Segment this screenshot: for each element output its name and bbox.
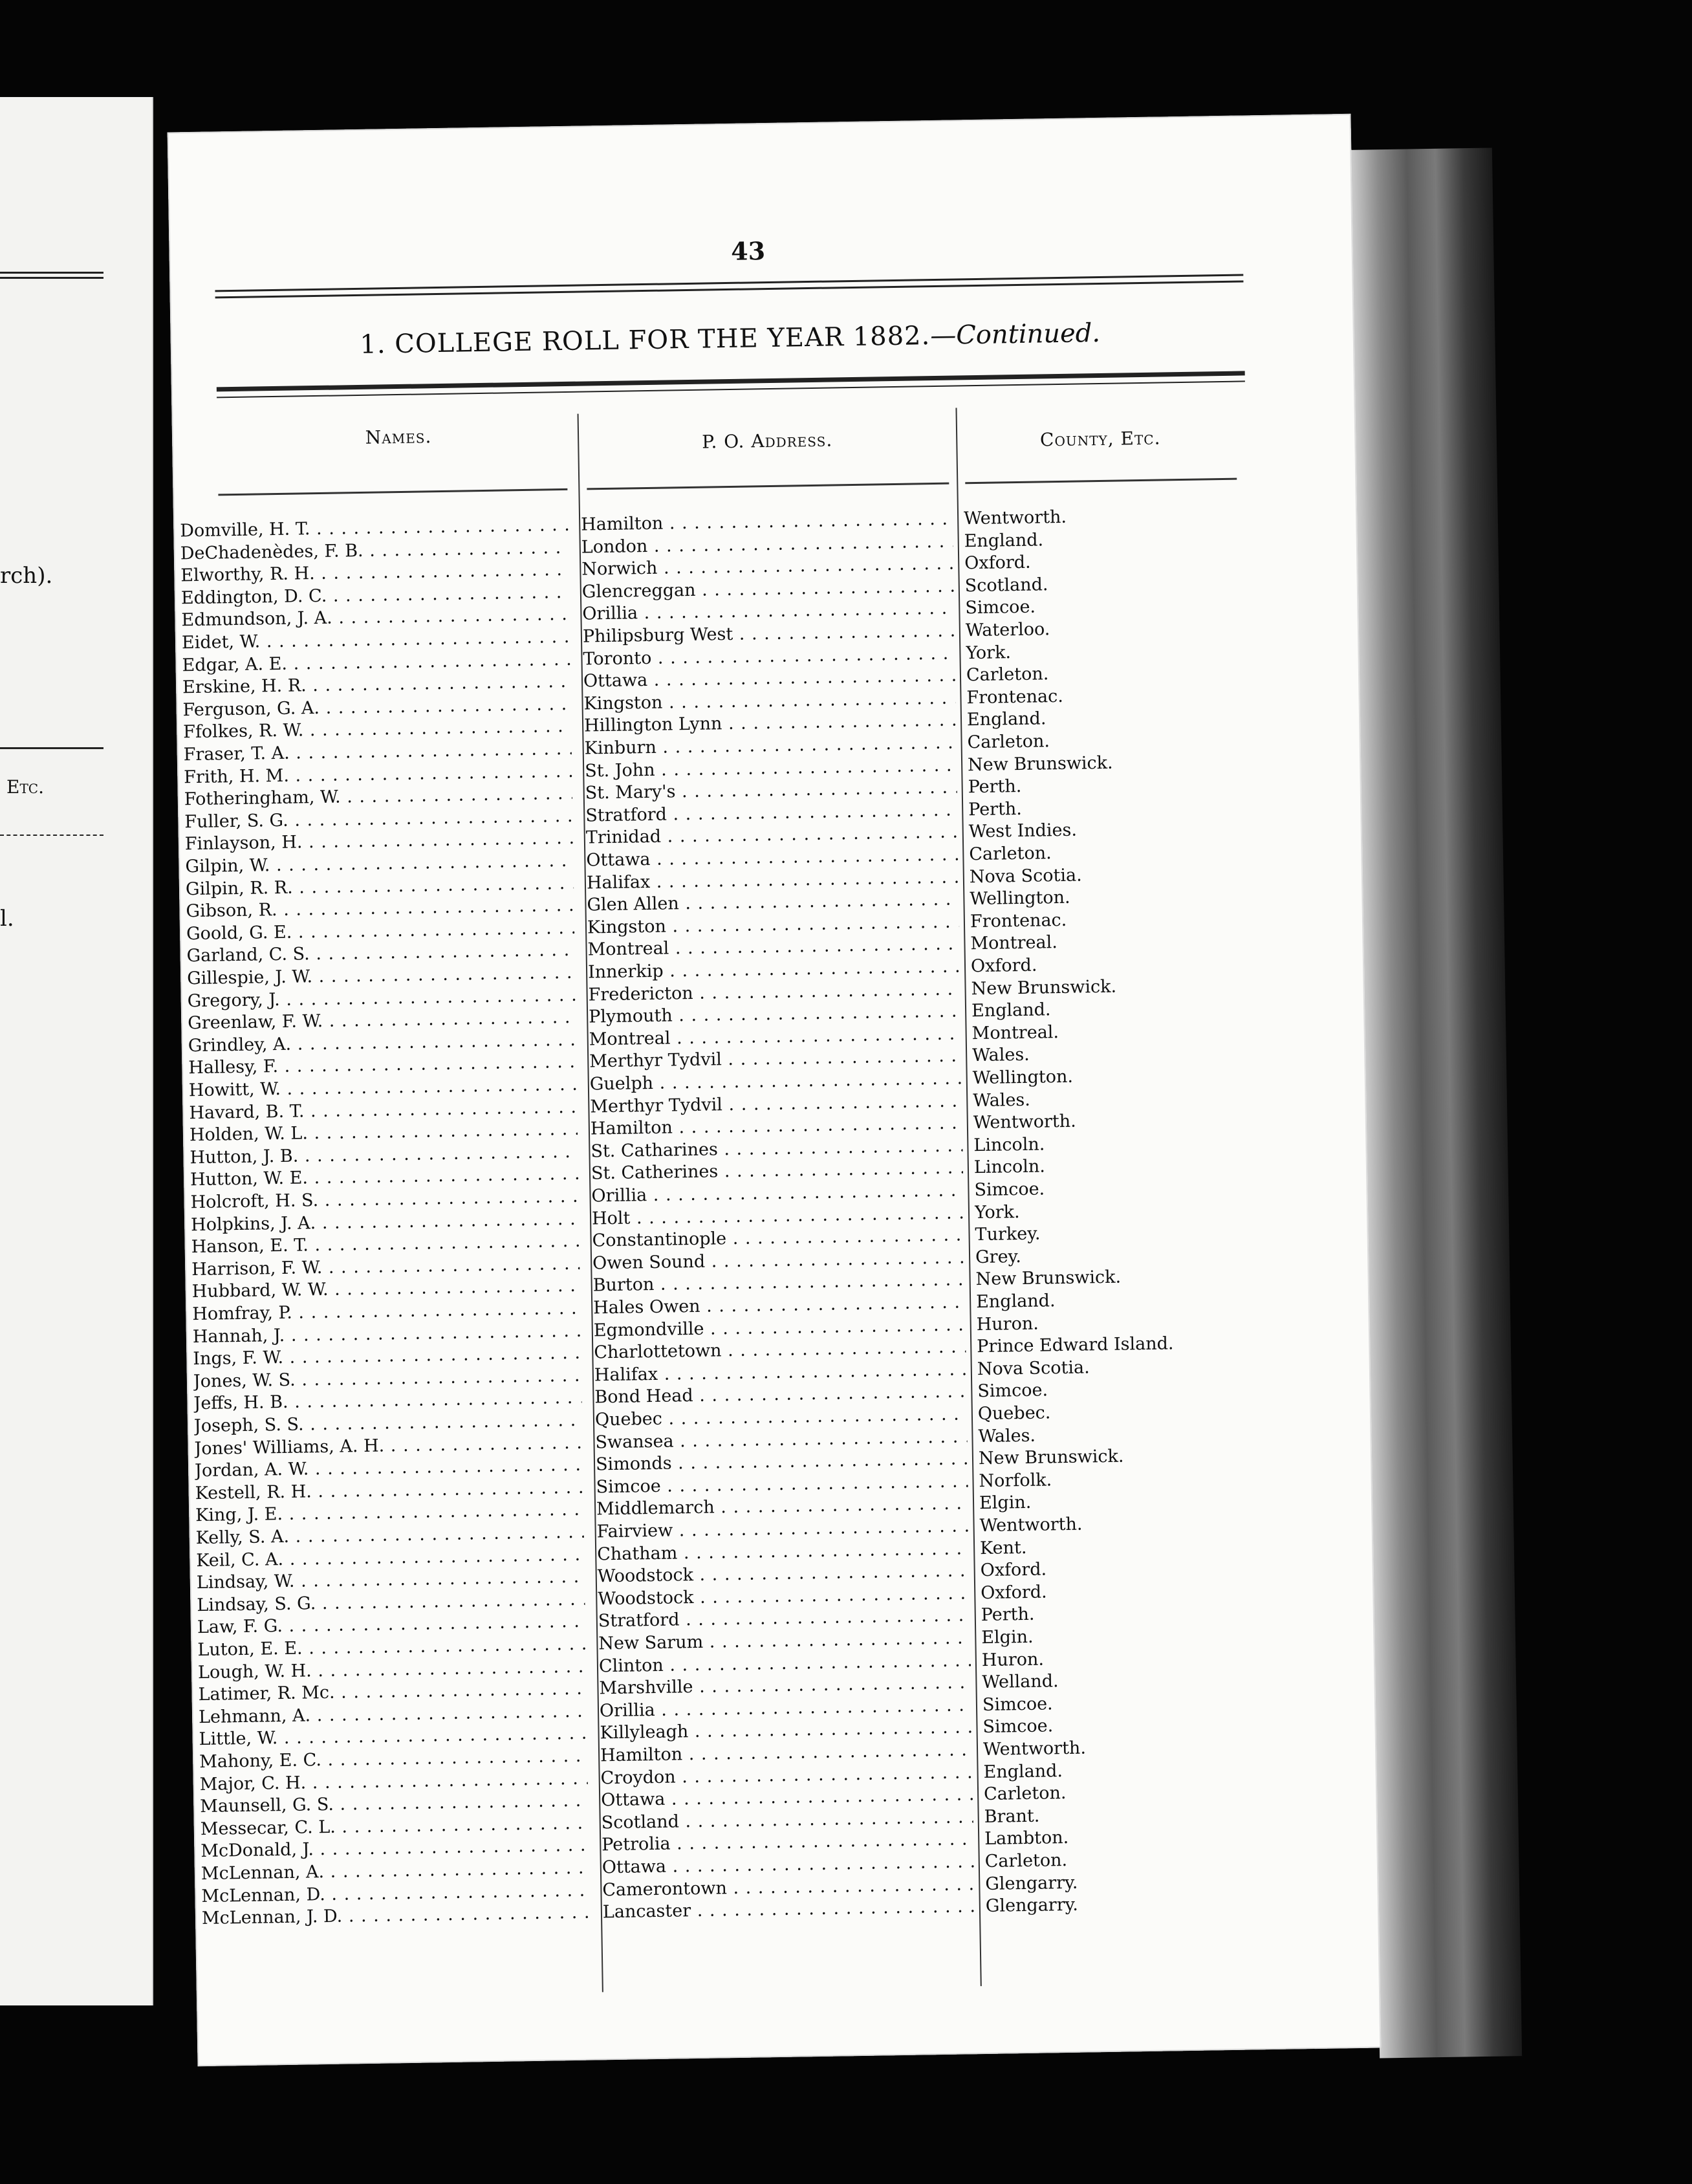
county: New Brunswick. [967, 752, 1113, 775]
student-name: Luton, E. E. . . . [197, 1633, 585, 1662]
student-name: Edgar, A. E. . . . [182, 648, 570, 677]
county: Montreal. [971, 1021, 1059, 1043]
student-name: Jones, W. S. . . . [193, 1365, 581, 1393]
county: Perth. [968, 776, 1022, 798]
county: Frontenac. [970, 910, 1067, 932]
post-office-address: Simonds . . . [596, 1448, 968, 1477]
post-office-address: Kingston . . . [587, 911, 959, 939]
post-office-address: St. Catharines . . . [591, 1135, 962, 1163]
county: Oxford. [970, 955, 1037, 977]
student-name: Eidet, W. . . . [182, 626, 570, 655]
page-number: 43 [730, 236, 766, 266]
student-name: Lehmann, A. . . . [199, 1700, 587, 1729]
post-office-address: Philipsburg West . . . [583, 620, 955, 649]
county: Norfolk. [979, 1470, 1052, 1491]
county: York. [966, 642, 1012, 663]
county: Carleton. [967, 731, 1050, 753]
student-name: Hallesy, F. . . . [188, 1051, 576, 1080]
post-office-address: Hamilton . . . [600, 1739, 972, 1767]
left-page-rule [0, 277, 103, 279]
student-name: Gregory, J. . . . [187, 984, 575, 1012]
county: Wentworth. [973, 1111, 1076, 1133]
post-office-address: Fairview . . . [596, 1515, 968, 1544]
post-office-address: Owen Sound . . . [592, 1247, 964, 1275]
post-office-address: Killyleagh . . . [600, 1717, 971, 1745]
header-underline [218, 488, 567, 496]
post-office-address: Trinidad . . . [586, 822, 958, 850]
post-office-address: St. Catherines . . . [591, 1157, 963, 1186]
county: England. [983, 1760, 1063, 1782]
county: Lincoln. [973, 1134, 1045, 1155]
post-office-address: Stratford . . . [598, 1605, 970, 1633]
county: West Indies. [968, 820, 1078, 842]
header-underline [965, 478, 1237, 485]
post-office-address: Ottawa . . . [583, 665, 955, 693]
student-name: Fraser, T. A. . . . [183, 738, 571, 767]
post-office-address: Halifax . . . [594, 1359, 966, 1387]
post-office-address: Lancaster . . . [603, 1895, 975, 1924]
student-name: Hutton, J. B. . . . [190, 1141, 578, 1170]
county: England. [966, 708, 1047, 730]
post-office-address: Ottawa . . . [586, 844, 958, 872]
left-page-rule [0, 835, 103, 836]
left-page-rule [0, 272, 103, 274]
student-name: Fuller, S. G. . . . [184, 805, 572, 834]
student-name: Ings, F. W. . . . [193, 1342, 581, 1371]
county: Wentworth. [963, 507, 1067, 529]
post-office-address: Guelph . . . [590, 1067, 962, 1096]
student-name: DeChadenèdes, F. B. . . . [180, 536, 569, 565]
post-office-address: Orillia . . . [600, 1694, 971, 1723]
post-office-address: Stratford . . . [585, 799, 957, 827]
title-main: 1. COLLEGE ROLL FOR THE YEAR 1882. [360, 321, 931, 360]
student-name: Edmundson, J. A. . . . [181, 604, 569, 632]
post-office-address: Kingston . . . [583, 687, 955, 715]
county: Wentworth. [979, 1514, 1083, 1536]
student-name: Gilpin, W. . . . [185, 850, 573, 879]
county: Kent. [979, 1537, 1027, 1558]
post-office-address: Simcoe . . . [596, 1470, 968, 1499]
student-name: Gilpin, R. R. . . . [186, 872, 574, 901]
student-name: Messecar, C. L. . . . [201, 1812, 589, 1840]
post-office-address: Orillia . . . [591, 1179, 963, 1208]
student-name: Holden, W. L. . . . [190, 1119, 578, 1147]
student-name: Hannah, J. . . . [193, 1320, 581, 1348]
county: Simcoe. [974, 1179, 1045, 1201]
student-name: Kestell, R. H. . . . [195, 1477, 583, 1505]
student-name: Hutton, W. E. . . . [190, 1163, 578, 1192]
post-office-address: Marshville . . . [599, 1672, 971, 1701]
county: Elgin. [979, 1492, 1032, 1514]
student-name: Greenlaw, F. W. . . . [188, 1007, 576, 1035]
student-name: Howitt, W. . . . [189, 1074, 577, 1102]
county: York. [974, 1201, 1020, 1223]
county: Simcoe. [982, 1694, 1053, 1715]
county: England. [964, 529, 1044, 551]
county: Wellington. [972, 1066, 1074, 1089]
post-office-address: Hillington Lynn . . . [584, 710, 956, 738]
county: Lambton. [984, 1828, 1069, 1850]
student-name: Elworthy, R. H. . . . [180, 559, 569, 587]
county: Huron. [976, 1313, 1039, 1335]
student-name: Lough, W. H. . . . [198, 1655, 586, 1684]
post-office-address: Quebec . . . [595, 1403, 967, 1432]
county: Waterloo. [965, 619, 1050, 641]
left-page-text: Etc. [6, 776, 44, 798]
student-name: Kelly, S. A. . . . [196, 1522, 584, 1550]
post-office-address: Woodstock . . . [598, 1560, 970, 1589]
student-name: Hanson, E. T. . . . [191, 1230, 579, 1259]
post-office-address: Ottawa . . . [601, 1784, 973, 1812]
county: Glengarry. [985, 1872, 1078, 1894]
county: Nova Scotia. [969, 865, 1082, 887]
county: Huron. [981, 1649, 1045, 1670]
student-name: Gibson, R. . . . [186, 895, 574, 923]
student-name: Latimer, R. Mc. . . . [198, 1678, 586, 1707]
post-office-address: Hales Owen . . . [593, 1291, 965, 1320]
student-name: Hubbard, W. W. . . . [192, 1275, 580, 1304]
student-name: Frith, H. M. . . . [184, 760, 572, 789]
county: Oxford. [964, 552, 1031, 574]
post-office-address: St. John . . . [585, 754, 957, 783]
student-name: Jordan, A. W. . . . [195, 1454, 583, 1483]
student-name: Havard, B. T. . . . [189, 1096, 577, 1124]
county: Perth. [968, 798, 1023, 820]
student-name: Ffolkes, R. W. . . . [183, 715, 571, 744]
county: Simcoe. [977, 1380, 1048, 1402]
county: Oxford. [980, 1559, 1047, 1581]
student-name: Jones' Williams, A. H. . . . [194, 1432, 582, 1460]
left-page-text: l. [0, 906, 14, 932]
county: Wales. [978, 1425, 1036, 1447]
student-name: Grindley, A. . . . [188, 1029, 576, 1058]
county: Elgin. [981, 1626, 1034, 1648]
student-name: Maunsell, G. S. . . . [200, 1790, 588, 1818]
county: Frontenac. [966, 686, 1064, 708]
student-name: McDonald, J. . . . [201, 1835, 589, 1863]
county: Wales. [971, 1045, 1030, 1066]
student-name: Major, C. H. . . . [199, 1767, 587, 1796]
column-header-names: Names. [365, 426, 432, 448]
post-office-address: Fredericton . . . [588, 978, 960, 1007]
post-office-address: St. Mary's . . . [585, 777, 957, 805]
student-name: Law, F. G. . . . [197, 1611, 585, 1639]
student-name: Jeffs, H. B. . . . [193, 1387, 581, 1415]
post-office-address: Toronto . . . [583, 642, 955, 671]
student-name: Erskine, H. R. . . . [182, 671, 570, 699]
county: England. [975, 1291, 1056, 1313]
post-office-address: Glen Allen . . . [587, 889, 959, 917]
post-office-address: Innerkip . . . [588, 956, 960, 984]
header-double-rule [215, 274, 1243, 303]
post-office-address: Halifax . . . [587, 866, 959, 895]
student-name: Homfray, P. . . . [192, 1298, 580, 1326]
book-page [168, 114, 1382, 2066]
county: New Brunswick. [978, 1446, 1124, 1469]
post-office-address: Holt . . . [592, 1202, 964, 1230]
column-header-address: P. O. Address. [701, 429, 833, 453]
county: Carleton. [969, 843, 1052, 865]
student-name: Little, W. . . . [199, 1723, 587, 1751]
post-office-address: Orillia . . . [582, 598, 954, 626]
post-office-address: Kinburn . . . [584, 732, 956, 761]
county: Scotland. [964, 574, 1048, 596]
page-title [215, 316, 1244, 362]
student-name: Domville, H. T. . . . [180, 514, 568, 543]
county: Carleton. [966, 664, 1049, 686]
student-name: Harrison, F. W. . . . [191, 1253, 580, 1282]
county: Grey. [975, 1246, 1022, 1267]
post-office-address: Woodstock . . . [598, 1582, 970, 1611]
county: Montreal. [970, 932, 1058, 954]
county: Simcoe. [965, 596, 1036, 618]
title-continued: —Continued. [929, 318, 1101, 351]
county: Oxford. [981, 1582, 1047, 1603]
post-office-address: Middlemarch . . . [596, 1493, 968, 1522]
county: Quebec. [977, 1403, 1051, 1425]
student-name: Ferguson, G. A. . . . [182, 693, 570, 722]
student-name: McLennan, D. . . . [201, 1879, 589, 1908]
county: Simcoe. [982, 1716, 1054, 1738]
county: New Brunswick. [975, 1267, 1122, 1290]
county: New Brunswick. [971, 976, 1117, 999]
post-office-address: Merthyr Tydvil . . . [590, 1090, 962, 1119]
post-office-address: Swansea . . . [595, 1426, 967, 1454]
county: Perth. [981, 1604, 1035, 1626]
post-office-address: Montreal . . . [589, 1023, 960, 1051]
post-office-address: Bond Head . . . [594, 1381, 966, 1410]
student-name: Holpkins, J. A. . . . [191, 1208, 579, 1236]
post-office-address: New Sarum . . . [598, 1627, 970, 1655]
post-office-address: Glencreggan . . . [582, 575, 954, 604]
post-office-address: Hamilton . . . [581, 508, 953, 537]
county: Wentworth. [982, 1738, 1087, 1760]
county: Glengarry. [985, 1894, 1079, 1917]
county: Welland. [982, 1671, 1059, 1693]
post-office-address: Hamilton . . . [591, 1113, 962, 1141]
student-name: Mahony, E. C. . . . [199, 1745, 587, 1774]
post-office-address: Ottawa . . . [602, 1851, 974, 1879]
post-office-address: Burton . . . [592, 1269, 964, 1298]
student-name: Joseph, S. S. . . . [194, 1410, 582, 1438]
student-name: Fotheringham, W. . . . [184, 783, 572, 811]
post-office-address: Croydon . . . [600, 1762, 972, 1790]
post-office-address: London . . . [581, 530, 953, 559]
student-name: Eddington, D. C. . . . [181, 582, 569, 610]
student-name: Gillespie, J. W. . . . [187, 962, 575, 990]
student-name: McLennan, J. D. . . . [202, 1902, 590, 1930]
post-office-address: Clinton . . . [599, 1650, 971, 1678]
student-name: Garland, C. S. . . . [186, 939, 574, 968]
student-name: Keil, C. A. . . . [196, 1544, 584, 1572]
post-office-address: Charlottetown . . . [594, 1337, 966, 1365]
post-office-address: Constantinople . . . [592, 1225, 964, 1253]
county: Wellington. [970, 887, 1070, 910]
student-name: King, J. E. . . . [195, 1499, 583, 1527]
post-office-address: Petrolia . . . [602, 1829, 973, 1857]
student-name: Lindsay, W. . . . [197, 1566, 585, 1595]
roll-table [173, 502, 1357, 1929]
county: Carleton. [984, 1850, 1068, 1872]
left-page-text: rch). [0, 563, 53, 589]
county: England. [971, 999, 1051, 1021]
left-page-rule [0, 747, 103, 749]
student-name: Goold, G. E. . . . [186, 917, 574, 946]
post-office-address: Camerontown . . . [602, 1873, 974, 1902]
post-office-address: Merthyr Tydvil . . . [589, 1045, 961, 1074]
post-office-address: Montreal . . . [587, 934, 959, 962]
previous-page-fragment [0, 97, 153, 2005]
post-office-address: Scotland . . . [601, 1806, 973, 1835]
post-office-address: Norwich . . . [581, 553, 953, 582]
student-name: McLennan, A. . . . [201, 1857, 589, 1886]
post-office-address: Plymouth . . . [589, 1001, 960, 1029]
post-office-address: Egmondville . . . [594, 1314, 966, 1342]
county: Nova Scotia. [977, 1357, 1090, 1379]
county: Turkey. [975, 1223, 1041, 1245]
student-name: Lindsay, S. G. . . . [197, 1588, 585, 1617]
county: Prince Edward Island. [977, 1333, 1174, 1357]
student-name: Holcroft, H. S. . . . [190, 1186, 578, 1214]
student-name: Finlayson, H. . . . [185, 827, 573, 856]
post-office-address: Chatham . . . [597, 1538, 969, 1566]
county: Brant. [984, 1806, 1040, 1827]
county: Wales. [973, 1089, 1031, 1111]
header-underline [587, 483, 949, 490]
column-header-county: County, Etc. [1039, 427, 1161, 451]
county: Lincoln. [973, 1156, 1046, 1178]
county: Carleton. [983, 1783, 1067, 1805]
